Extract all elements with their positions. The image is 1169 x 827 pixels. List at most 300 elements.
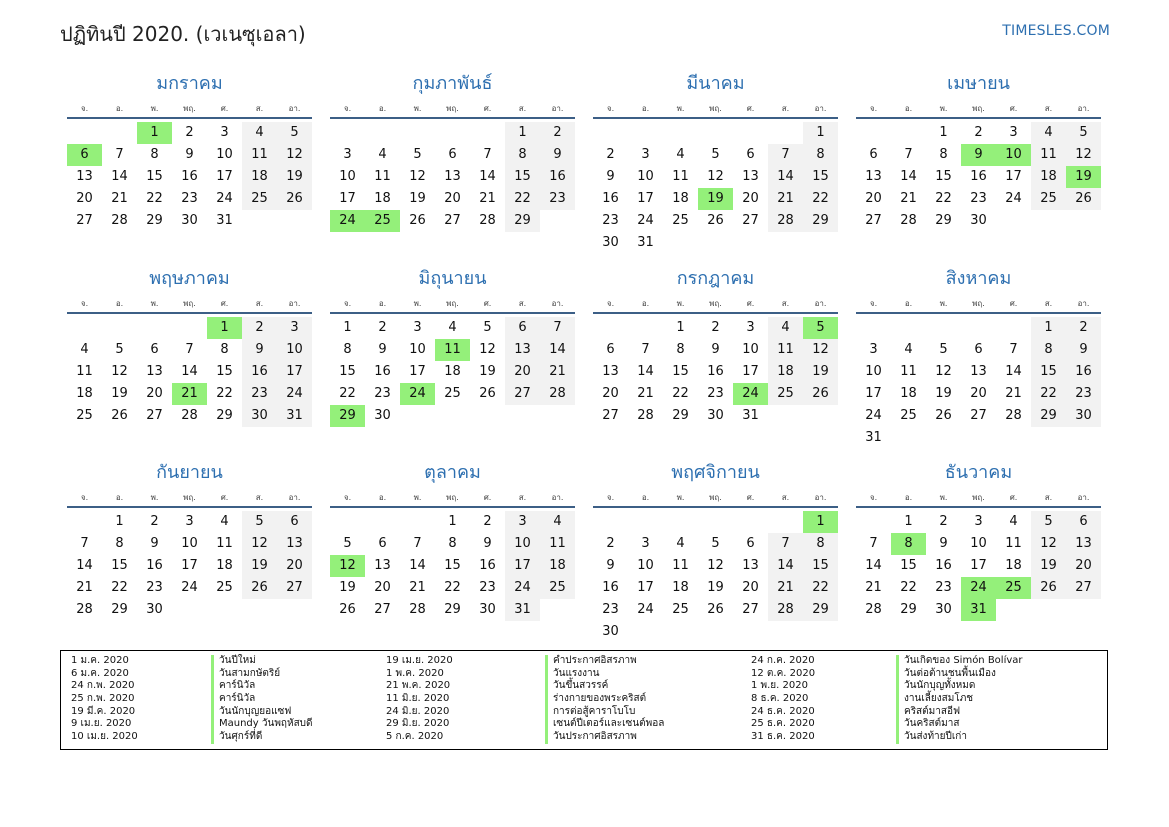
weekday-label: อ.: [641, 104, 650, 113]
day-cell: 25: [242, 188, 277, 210]
day-grid: [330, 122, 575, 232]
day-empty: [628, 317, 663, 339]
day-cell-holiday: 24: [330, 210, 365, 232]
holiday-date: 29 มิ.ย. 2020: [386, 718, 450, 730]
day-cell: 16: [181, 169, 198, 184]
day-cell: 29: [803, 599, 838, 621]
weekday-label: ศ.: [483, 299, 492, 308]
day-cell: 2: [606, 147, 615, 162]
day-cell: 4: [378, 147, 387, 162]
day-grid: [593, 511, 838, 643]
day-cell: 12: [409, 169, 426, 184]
weekday-label: อา.: [1077, 104, 1090, 113]
day-cell: 12: [111, 364, 128, 379]
day-cell: 18: [216, 558, 233, 573]
day-cell: 12: [1066, 144, 1101, 166]
day-cell: 17: [181, 558, 198, 573]
holiday-name: วันเกิดของ Simón Bolívar: [904, 655, 1023, 666]
day-cell: 8: [343, 342, 352, 357]
day-cell: 28: [181, 408, 198, 423]
month-calendar: [593, 461, 838, 651]
day-cell: 20: [505, 361, 540, 383]
weekday-label: อา.: [814, 104, 827, 113]
day-cell: 27: [505, 383, 540, 405]
day-grid: [856, 317, 1101, 449]
day-cell-holiday: 10: [996, 144, 1031, 166]
day-cell: 9: [1066, 339, 1101, 361]
day-cell: 3: [1009, 125, 1018, 140]
weekday-label: อ.: [641, 493, 650, 502]
holiday-name: เซนต์ปีเตอร์และเซนต์พอล: [553, 718, 665, 730]
day-cell: 2: [974, 125, 983, 140]
day-cell: 7: [185, 342, 194, 357]
weekday-label: พ.: [676, 104, 685, 113]
day-cell: 18: [540, 555, 575, 577]
day-cell: 7: [80, 536, 89, 551]
weekday-label: จ.: [343, 493, 352, 502]
day-cell: 7: [904, 147, 913, 162]
day-cell: 12: [479, 342, 496, 357]
day-cell: 27: [277, 577, 312, 599]
holiday-name: วันแรงงาน: [553, 667, 600, 679]
day-cell: 12: [242, 533, 277, 555]
day-cell: 10: [865, 364, 882, 379]
weekday-label: จ.: [80, 493, 89, 502]
day-cell: 7: [540, 317, 575, 339]
day-cell: 10: [409, 342, 426, 357]
day-cell-holiday: 1: [803, 511, 838, 533]
day-cell: 29: [216, 408, 233, 423]
weekday-label: พ.: [413, 493, 422, 502]
holiday-date: 24 ก.ค. 2020: [751, 655, 815, 666]
holiday-name: วันคริสต์มาส: [904, 718, 960, 730]
day-cell: 6: [869, 147, 878, 162]
weekday-label: อ.: [378, 299, 387, 308]
day-cell: 22: [672, 386, 689, 401]
day-cell: 30: [970, 213, 987, 228]
day-cell: 15: [803, 555, 838, 577]
weekday-label: ศ.: [220, 299, 229, 308]
holiday-name: วันขึ้นสวรรค์: [553, 680, 609, 692]
day-cell: 16: [970, 169, 987, 184]
month-name: กันยายน: [156, 462, 223, 483]
day-cell: 11: [1005, 536, 1022, 551]
weekday-label: ศ.: [1009, 493, 1018, 502]
day-empty: [470, 122, 505, 144]
day-grid: [593, 317, 838, 427]
day-empty: [400, 511, 435, 533]
weekday-label: จ.: [80, 104, 89, 113]
day-cell: 18: [900, 386, 917, 401]
weekday-label: อา.: [551, 299, 564, 308]
day-cell: 13: [742, 558, 759, 573]
calendar-grid: [67, 72, 1102, 639]
day-cell: 22: [505, 188, 540, 210]
weekday-label: พฤ.: [183, 299, 196, 308]
day-cell: 11: [374, 169, 391, 184]
day-cell: 23: [146, 580, 163, 595]
day-cell: 27: [444, 213, 461, 228]
day-cell: 14: [479, 169, 496, 184]
day-cell: 10: [505, 533, 540, 555]
day-cell: 9: [711, 342, 720, 357]
day-cell: 13: [865, 169, 882, 184]
holiday-name: วันประกาศอิสรภาพ: [553, 731, 637, 743]
day-cell: 28: [1005, 408, 1022, 423]
day-cell: 10: [339, 169, 356, 184]
day-cell: 18: [374, 191, 391, 206]
day-empty: [856, 317, 891, 339]
day-cell: 13: [970, 364, 987, 379]
weekday-label: อา.: [814, 493, 827, 502]
day-cell: 5: [242, 511, 277, 533]
day-cell: 18: [672, 580, 689, 595]
day-cell: 11: [672, 169, 689, 184]
day-cell: 28: [540, 383, 575, 405]
holiday-names-col-2: [545, 655, 664, 744]
day-cell: 24: [277, 383, 312, 405]
holiday-date: 31 ธ.ค. 2020: [751, 731, 815, 743]
month-name: เมษายน: [947, 73, 1010, 94]
month-name: กรกฎาคม: [676, 268, 755, 289]
weekday-label: ส.: [781, 493, 790, 502]
holiday-dates-col-1: [71, 655, 138, 744]
weekday-header: [67, 100, 312, 119]
holiday-dates-col-3: [751, 655, 815, 744]
day-cell: 28: [900, 213, 917, 228]
weekday-label: อา.: [814, 299, 827, 308]
weekday-label: ส.: [518, 299, 527, 308]
day-cell: 14: [409, 558, 426, 573]
day-cell: 26: [935, 408, 952, 423]
day-cell: 26: [111, 408, 128, 423]
day-cell: 17: [742, 364, 759, 379]
day-empty: [365, 122, 400, 144]
day-cell: 27: [970, 408, 987, 423]
day-cell: 7: [869, 536, 878, 551]
day-cell: 22: [803, 577, 838, 599]
day-cell: 16: [602, 191, 619, 206]
day-cell: 5: [115, 342, 124, 357]
day-cell: 7: [483, 147, 492, 162]
day-cell: 20: [277, 555, 312, 577]
day-cell: 12: [277, 144, 312, 166]
holiday-date: 19 มี.ค. 2020: [71, 705, 136, 717]
day-cell: 28: [111, 213, 128, 228]
weekday-label: อ.: [904, 299, 913, 308]
day-cell: 28: [479, 213, 496, 228]
day-empty: [102, 317, 137, 339]
day-cell: 1: [343, 320, 352, 335]
day-cell: 27: [742, 602, 759, 617]
day-cell: 25: [1031, 188, 1066, 210]
month-name: สิงหาคม: [945, 268, 1012, 289]
month-calendar: [67, 72, 312, 262]
month-calendar: [856, 72, 1101, 262]
month-name: มกราคม: [156, 73, 223, 94]
day-cell: 3: [641, 536, 650, 551]
weekday-label: พ.: [150, 104, 159, 113]
day-cell: 15: [935, 169, 952, 184]
day-cell-holiday: 1: [137, 122, 172, 144]
day-cell-holiday: 8: [891, 533, 926, 555]
weekday-label: พฤ.: [183, 493, 196, 502]
day-cell: 30: [1066, 405, 1101, 427]
weekday-label: อ.: [378, 104, 387, 113]
day-cell: 2: [185, 125, 194, 140]
weekday-label: อ.: [115, 299, 124, 308]
day-cell-holiday: 1: [207, 317, 242, 339]
day-cell: 17: [505, 555, 540, 577]
day-cell: 22: [935, 191, 952, 206]
day-cell: 4: [1031, 122, 1066, 144]
holiday-date: 19 เม.ย. 2020: [386, 655, 453, 666]
day-cell: 23: [242, 383, 277, 405]
weekday-label: อา.: [1077, 493, 1090, 502]
day-cell: 16: [146, 558, 163, 573]
day-cell: 26: [1031, 577, 1066, 599]
weekday-header: [330, 295, 575, 314]
day-cell: 6: [150, 342, 159, 357]
weekday-label: ศ.: [483, 104, 492, 113]
day-cell: 8: [448, 536, 457, 551]
day-cell: 29: [111, 602, 128, 617]
day-cell-holiday: 29: [330, 405, 365, 427]
day-cell: 15: [146, 169, 163, 184]
day-cell: 10: [181, 536, 198, 551]
day-cell: 3: [343, 147, 352, 162]
day-cell: 13: [374, 558, 391, 573]
day-cell: 10: [637, 169, 654, 184]
day-cell: 20: [444, 191, 461, 206]
day-cell: 14: [1005, 364, 1022, 379]
month-name: พฤษภาคม: [149, 268, 230, 289]
weekday-label: อา.: [288, 299, 301, 308]
day-empty: [102, 122, 137, 144]
day-cell: 17: [637, 580, 654, 595]
day-cell: 14: [76, 558, 93, 573]
day-cell-holiday: 21: [172, 383, 207, 405]
holiday-name: วันต่อต้านชนพื้นเมือง: [904, 667, 996, 679]
weekday-label: ส.: [255, 104, 264, 113]
day-cell: 9: [540, 144, 575, 166]
day-cell: 5: [1031, 511, 1066, 533]
day-cell: 21: [76, 580, 93, 595]
day-empty: [172, 317, 207, 339]
day-cell: 8: [803, 144, 838, 166]
day-cell: 8: [803, 533, 838, 555]
day-cell: 17: [409, 364, 426, 379]
holiday-names-col-1: [211, 655, 313, 744]
day-cell: 9: [606, 558, 615, 573]
day-cell: 29: [1031, 405, 1066, 427]
day-empty: [891, 317, 926, 339]
day-cell: 21: [865, 580, 882, 595]
day-cell: 20: [146, 386, 163, 401]
day-cell: 8: [115, 536, 124, 551]
weekday-label: อา.: [551, 104, 564, 113]
day-cell: 29: [803, 210, 838, 232]
weekday-header: [67, 295, 312, 314]
holiday-name: วันศุกร์ที่ดี: [219, 731, 263, 743]
day-grid: [593, 122, 838, 254]
day-cell: 3: [277, 317, 312, 339]
site-link[interactable]: TIMESLES.COM: [1002, 23, 1110, 39]
day-cell: 11: [242, 144, 277, 166]
day-cell: 9: [606, 169, 615, 184]
weekday-label: พฤ.: [972, 299, 985, 308]
day-cell: 11: [900, 364, 917, 379]
day-cell: 17: [970, 558, 987, 573]
day-cell: 31: [216, 213, 233, 228]
day-cell: 10: [637, 558, 654, 573]
day-cell: 19: [479, 364, 496, 379]
day-cell: 2: [606, 536, 615, 551]
day-empty: [856, 511, 891, 533]
day-cell: 8: [220, 342, 229, 357]
day-cell: 16: [479, 558, 496, 573]
day-cell: 30: [707, 408, 724, 423]
day-cell: 4: [768, 317, 803, 339]
day-cell: 13: [742, 169, 759, 184]
holiday-date: 1 พ.ย. 2020: [751, 680, 808, 692]
day-cell: 11: [540, 533, 575, 555]
day-cell: 31: [742, 408, 759, 423]
day-cell: 26: [277, 188, 312, 210]
day-cell: 26: [409, 213, 426, 228]
day-cell: 2: [1066, 317, 1101, 339]
day-cell: 22: [803, 188, 838, 210]
month-calendar: [67, 461, 312, 651]
day-cell: 30: [374, 408, 391, 423]
day-empty: [768, 122, 803, 144]
day-cell: 6: [277, 511, 312, 533]
day-cell: 1: [676, 320, 685, 335]
day-cell: 3: [974, 514, 983, 529]
day-empty: [593, 317, 628, 339]
holiday-date: 5 ก.ค. 2020: [386, 731, 444, 743]
weekday-label: ส.: [255, 299, 264, 308]
weekday-label: พ.: [939, 104, 948, 113]
day-cell: 21: [111, 191, 128, 206]
day-cell: 28: [768, 599, 803, 621]
holiday-date: 8 ธ.ค. 2020: [751, 693, 809, 705]
day-cell: 2: [711, 320, 720, 335]
day-cell: 26: [707, 602, 724, 617]
day-cell: 4: [676, 536, 685, 551]
holiday-name: วันส่งท้ายปีเก่า: [904, 731, 967, 743]
day-grid: [330, 511, 575, 621]
day-cell: 17: [637, 191, 654, 206]
weekday-label: พ.: [150, 299, 159, 308]
day-cell: 15: [672, 364, 689, 379]
day-cell: 16: [935, 558, 952, 573]
day-empty: [663, 122, 698, 144]
day-cell-holiday: 19: [1066, 166, 1101, 188]
day-cell: 6: [448, 147, 457, 162]
day-cell: 14: [768, 555, 803, 577]
day-cell: 9: [150, 536, 159, 551]
day-cell: 4: [1009, 514, 1018, 529]
day-cell: 6: [746, 536, 755, 551]
day-empty: [593, 122, 628, 144]
day-cell: 19: [803, 361, 838, 383]
day-cell: 30: [479, 602, 496, 617]
day-cell: 2: [378, 320, 387, 335]
weekday-label: พฤ.: [972, 104, 985, 113]
day-cell: 13: [602, 364, 619, 379]
month-calendar: [593, 267, 838, 457]
holiday-date: 25 ธ.ค. 2020: [751, 718, 815, 730]
day-cell: 20: [602, 386, 619, 401]
day-cell: 3: [220, 125, 229, 140]
month-name: ธันวาคม: [944, 462, 1013, 483]
weekday-label: จ.: [869, 299, 878, 308]
weekday-label: ส.: [781, 104, 790, 113]
weekday-header: [593, 489, 838, 508]
holiday-date: 1 พ.ค. 2020: [386, 667, 444, 679]
day-cell: 12: [707, 558, 724, 573]
weekday-label: พ.: [939, 299, 948, 308]
day-cell: 7: [413, 536, 422, 551]
day-empty: [365, 511, 400, 533]
day-empty: [67, 511, 102, 533]
day-grid: [67, 511, 312, 621]
day-cell: 23: [374, 386, 391, 401]
weekday-label: ส.: [1044, 299, 1053, 308]
day-cell: 14: [540, 339, 575, 361]
holiday-dates-col-2: [386, 655, 453, 744]
day-cell: 5: [343, 536, 352, 551]
day-cell: 12: [707, 169, 724, 184]
day-cell: 13: [444, 169, 461, 184]
day-cell: 3: [185, 514, 194, 529]
month-calendar: [593, 72, 838, 262]
day-cell: 4: [448, 320, 457, 335]
day-cell: 9: [185, 147, 194, 162]
day-cell: 7: [1009, 342, 1018, 357]
holiday-name: วันนักบุญยอแซฟ: [219, 705, 292, 717]
weekday-label: อ.: [904, 493, 913, 502]
weekday-label: ส.: [518, 104, 527, 113]
day-cell: 3: [505, 511, 540, 533]
weekday-header: [330, 100, 575, 119]
day-cell: 31: [505, 599, 540, 621]
weekday-label: อ.: [115, 493, 124, 502]
day-cell: 18: [1005, 558, 1022, 573]
day-empty: [435, 122, 470, 144]
day-cell-holiday: 12: [330, 555, 365, 577]
day-empty: [961, 317, 996, 339]
day-cell: 20: [76, 191, 93, 206]
day-cell: 31: [865, 430, 882, 445]
day-empty: [733, 122, 768, 144]
day-cell: 10: [216, 147, 233, 162]
weekday-header: [67, 489, 312, 508]
weekday-label: พ.: [676, 299, 685, 308]
holiday-name: วันนักบุญทั้งหมด: [904, 680, 976, 692]
weekday-label: ศ.: [746, 493, 755, 502]
day-cell-holiday: 24: [400, 383, 435, 405]
day-cell-holiday: 24: [733, 383, 768, 405]
day-cell: 29: [146, 213, 163, 228]
day-cell: 25: [900, 408, 917, 423]
weekday-label: ศ.: [1009, 299, 1018, 308]
day-cell: 15: [111, 558, 128, 573]
day-cell: 26: [803, 383, 838, 405]
day-cell: 27: [76, 213, 93, 228]
day-cell: 25: [672, 213, 689, 228]
